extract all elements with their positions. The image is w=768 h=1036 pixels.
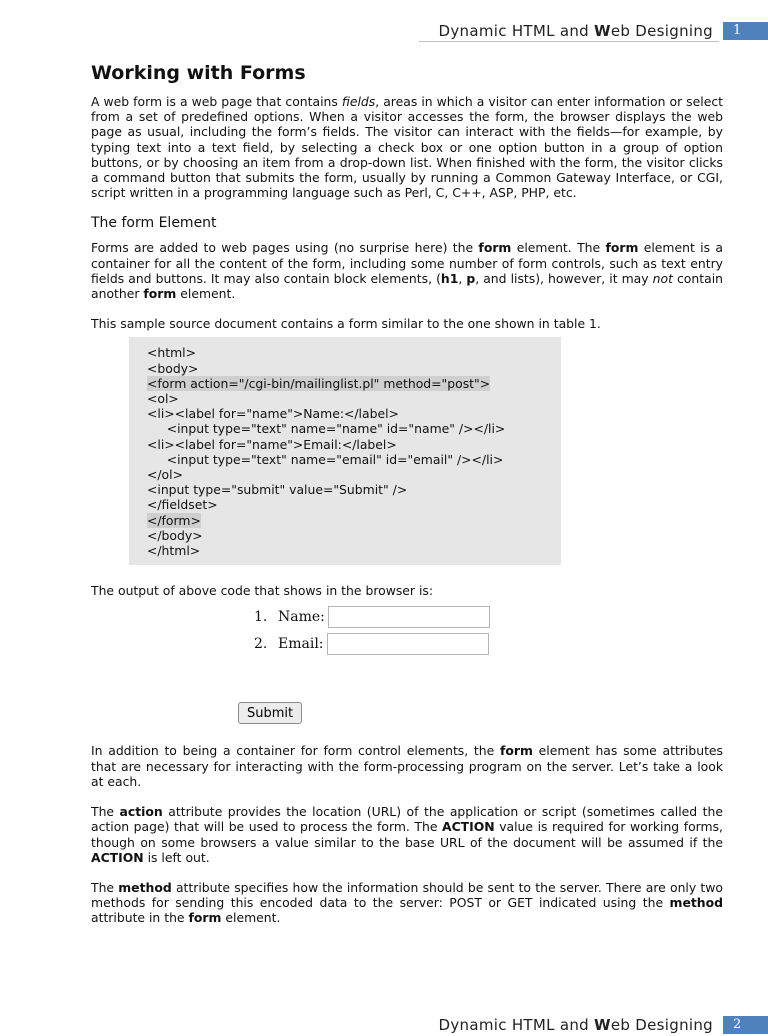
code-line: <input type="text" name="name" id="name" /></li> [147,421,561,436]
code-line: <body> [147,361,561,376]
name-row [254,606,490,628]
code-line: <li><label for="name">Name:</label> [147,406,561,421]
email-label: Email: [278,636,324,652]
code-line: </ol> [147,467,561,482]
code-block [129,337,561,565]
code-line [147,513,561,528]
page-header [439,20,768,42]
code-highlight: </form> [147,513,201,528]
header-title: Dynamic HTML and Web Designing [439,22,714,40]
next-header-title: Dynamic HTML and Web Designing [439,1016,714,1034]
page-number: 1 [723,22,768,40]
output-intro-paragraph: The output of above code that shows in the browser is: [91,583,723,598]
container-paragraph: In addition to being a container for form control elements, the form element has some attributes that are necessary for interacting with the form-processing program on the server. Let’s take a look at each. [91,743,723,789]
code-highlight: <form action="/cgi-bin/mailinglist.pl" method="post"> [147,376,490,391]
name-number: 1. [254,609,278,625]
header-rule [419,41,719,42]
method-paragraph: The method attribute specifies how the information should be sent to the server. There are only two methods for sending this encoded data to the server: POST or GET indicated using the method attribute in the form element. [91,880,723,926]
page-title: Working with Forms [91,62,723,84]
section-heading: The form Element [91,215,723,231]
code-line [147,376,561,391]
page-body [91,62,723,941]
code-line: <input type="submit" value="Submit" /> [147,482,561,497]
sample-intro-paragraph: This sample source document contains a form similar to the one shown in table 1. [91,316,723,331]
next-page-header [439,1014,768,1036]
action-paragraph: The action attribute provides the location (URL) of the application or script (sometimes called the action page) that will be used to process the form. The ACTION value is required for working forms, though on some browsers a value similar to the base URL of the document will be assumed if the ACTION is left out. [91,804,723,865]
code-line: </body> [147,528,561,543]
email-number: 2. [254,636,278,652]
code-line: </html> [147,543,561,558]
next-page-number: 2 [723,1016,768,1034]
submit-button[interactable]: Submit [238,702,302,724]
intro-paragraph: A web form is a web page that contains fields, areas in which a visitor can enter information or select from a set of predefined options. When a visitor accesses the form, the browser displays the web page as usual, including the form’s fields. The visitor can interact with the fields—for example, by typing text into a text field, by selecting a check box or one option button in a group of option buttons, or by choosing an item from a drop-down list. When finished with the form, the visitor clicks a command button that submits the form, usually by running a Common Gateway Interface, or CGI, script written in a programming language such as Perl, C, C++, ASP, PHP, etc. [91,94,723,200]
code-line: </fieldset> [147,497,561,512]
rendered-form-demo [91,606,723,726]
name-input[interactable] [328,606,490,628]
code-line: <ol> [147,391,561,406]
email-input[interactable] [327,633,489,655]
code-line: <html> [147,345,561,360]
code-line: <li><label for="name">Email:</label> [147,437,561,452]
form-element-paragraph: Forms are added to web pages using (no surprise here) the form element. The form element is a container for all the content of the form, including some number of form controls, such as text entry fields and buttons. It may also contain block elements, (h1, p, and lists), however, it may not contain another form element. [91,240,723,301]
email-row [254,633,489,655]
code-line: <input type="text" name="email" id="email" /></li> [147,452,561,467]
name-label: Name: [278,609,325,625]
